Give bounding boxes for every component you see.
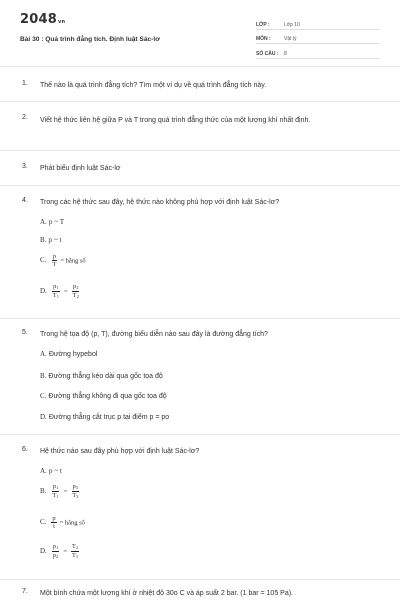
option-text: = hằng số (59, 519, 85, 527)
option-b[interactable] (40, 236, 62, 244)
option-label: C. (40, 256, 47, 265)
question-text: Thế nào là quá trình đẳng tích? Tìm một ví dụ về quá trình đẳng tích này. (40, 82, 267, 89)
option-d[interactable] (40, 543, 80, 560)
option-text: p ~ T (48, 218, 65, 226)
option-label: B. (40, 372, 47, 380)
question-2 (22, 114, 378, 127)
lesson-title: Bài 30 : Quá trình đẳng tích. Định luật Sác-lơ (20, 36, 160, 43)
question-7 (22, 588, 378, 600)
question-text: Hệ thức nào sau đây phù hợp với định luật Sác-lơ? (40, 448, 200, 455)
option-d[interactable] (40, 413, 169, 421)
formula-fraction: $\frac{p_1}{p_2}$ (52, 543, 59, 559)
option-label: B. (40, 487, 47, 496)
question-5 (22, 329, 378, 341)
page-header (20, 12, 380, 64)
option-c[interactable] (40, 392, 167, 400)
equals-sign: = (63, 548, 67, 555)
formula-fraction: $\frac{p_3}{T_3}$ (72, 483, 79, 499)
formula-fraction: $\frac{p_1}{T_1}$ (52, 483, 59, 499)
option-c[interactable] (40, 253, 86, 268)
formula-fraction: $\frac{p_1}{T_1}$ (52, 283, 59, 299)
question-number: 6. (22, 446, 28, 453)
meta-label: MÔN : (256, 36, 271, 42)
meta-label: SỐ CÂU : (256, 50, 279, 57)
option-text: Đường thẳng cắt trục p tại điểm p = po (48, 414, 170, 421)
option-text: = hằng số (60, 257, 86, 265)
meta-value: Vật lý (284, 36, 297, 42)
question-6 (22, 446, 378, 458)
option-b[interactable] (40, 483, 80, 500)
question-1 (22, 80, 378, 92)
question-text: Trong các hệ thức sau đây, hệ thức nào không phù hợp với định luật Sác-lơ? (40, 199, 280, 206)
question-3 (22, 163, 378, 175)
divider (0, 150, 400, 151)
question-text: Trong hệ tọa độ (p, T), đường biểu diễn nào sau đây là đường đẳng tích? (40, 331, 268, 338)
option-text: Đường thẳng kéo dài qua gốc tọa độ (48, 373, 163, 380)
option-text: p ~ t (48, 236, 62, 244)
divider (0, 579, 400, 580)
question-number: 5. (22, 329, 28, 336)
option-d[interactable] (40, 283, 81, 300)
divider (0, 318, 400, 319)
option-text: Đường thẳng không đi qua gốc tọa độ (48, 393, 167, 400)
option-b[interactable] (40, 372, 163, 380)
site-logo[interactable]: 2048vn (20, 12, 66, 27)
divider (0, 185, 400, 186)
equals-sign: = (63, 288, 68, 295)
question-number: 3. (22, 163, 28, 170)
divider (0, 101, 400, 102)
question-text: Phát biểu định luật Sác-lơ (40, 165, 121, 172)
formula-fraction: $\frac{p}{T}$ (52, 253, 57, 268)
option-text: p ~ t (48, 467, 62, 475)
option-label: D. (40, 547, 47, 556)
formula-fraction: $\frac{T_2}{T_1}$ (71, 543, 79, 559)
meta-class-row (256, 17, 380, 30)
formula-fraction: $\frac{p}{t}$ (52, 515, 56, 530)
option-label: D. (40, 413, 47, 421)
option-a[interactable] (40, 218, 64, 226)
divider (0, 66, 400, 67)
meta-value: 8 (284, 50, 287, 57)
lesson-meta (256, 17, 380, 61)
option-label: C. (40, 518, 47, 527)
option-text: Đường hypebol (48, 351, 98, 358)
meta-label: LỚP : (256, 21, 270, 28)
option-a[interactable] (40, 350, 97, 358)
option-a[interactable] (40, 467, 62, 475)
divider (0, 434, 400, 435)
meta-count-row (256, 46, 380, 59)
meta-value: Lớp 10 (284, 21, 300, 28)
meta-subject-row (256, 32, 380, 45)
equals-sign: = (63, 488, 68, 495)
formula-fraction: $\frac{p_2}{T_2}$ (72, 283, 79, 299)
option-label: B. (40, 236, 47, 244)
question-4 (22, 197, 378, 209)
option-c[interactable] (40, 515, 85, 530)
question-text: Viết hệ thức liên hệ giữa P và T trong quá trình đẳng thức của một lượng khí nhất định. (40, 117, 311, 124)
question-number: 7. (22, 588, 28, 595)
option-label: A. (40, 218, 47, 226)
option-label: C. (40, 392, 47, 400)
question-number: 4. (22, 197, 28, 204)
option-label: A. (40, 467, 47, 475)
option-label: D. (40, 287, 47, 296)
question-text: Một bình chứa một lượng khí ở nhiệt độ 30o C và áp suất 2 bar. (1 bar = 105 Pa). (40, 590, 294, 597)
question-number: 1. (22, 80, 28, 87)
option-label: A. (40, 350, 47, 358)
question-number: 2. (22, 114, 28, 121)
